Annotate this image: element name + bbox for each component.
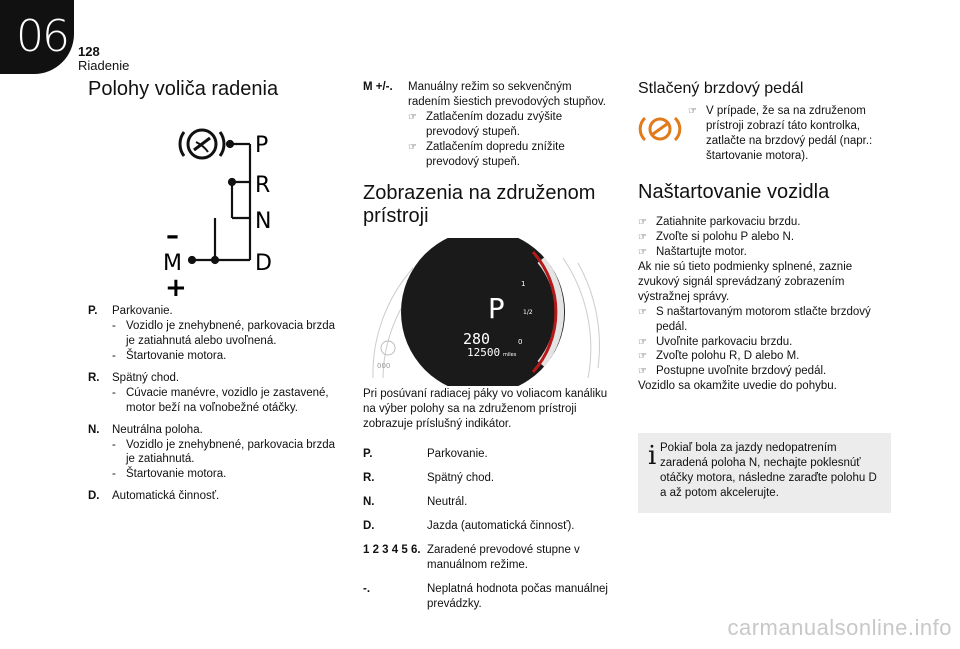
bullet-icon: ☞	[638, 231, 647, 243]
gear-indicator: P	[488, 292, 505, 325]
bullet-icon: ☞	[638, 217, 647, 228]
manual-mode-text: Manuálny režim so sekvenčným radením šiestich prevodových stupňov.	[408, 81, 606, 108]
indicator-row	[363, 582, 613, 612]
chapter-tab: 06	[0, 0, 74, 74]
start-step: Zvoľte polohu R, D alebo M.	[656, 350, 800, 363]
position-detail: Cúvacie manévre, vozidlo je zastavené, motor beží na voľnobežné otáčky.	[126, 386, 329, 414]
section-title-gear-positions: Polohy voliča radenia	[88, 78, 279, 100]
page-number: 128	[78, 44, 100, 59]
section-title-brake-pedal: Stlačený brzdový pedál	[638, 80, 804, 97]
indicator-intro: Pri posúvaní radiacej páky vo voliacom kanáliku na výber polohy sa na združenom prístroji zobrazuje príslušný indikátor.	[363, 388, 608, 430]
section-title-instrument-displays: Zobrazenia na združenom prístroji	[363, 182, 596, 227]
indicator-value: Parkovanie.	[427, 448, 488, 460]
indicator-key: D.	[363, 519, 375, 532]
start-step: Zatiahnite parkovaciu brzdu.	[656, 216, 801, 228]
position-item-d	[88, 489, 340, 504]
gear-letter-m: M	[163, 251, 182, 276]
position-label: Neutrálna poloha.	[112, 423, 203, 436]
indicator-key: -.	[363, 582, 371, 595]
indicator-row	[363, 495, 613, 510]
position-label: Spätný chod.	[112, 371, 180, 384]
position-key: P.	[88, 305, 98, 317]
bullet-icon: ☞	[638, 306, 647, 318]
odometer-readout: 12500	[467, 346, 501, 359]
minus-sign: –	[166, 221, 179, 251]
bullet-icon: ☞	[688, 106, 697, 117]
foot-on-brake-pedal-icon	[180, 130, 224, 158]
indicator-table	[363, 447, 613, 621]
start-paragraph: Ak nie sú tieto podmienky splnené, zaznie zvukový signál sprevádzaný zobrazením výstražnej správy.	[638, 260, 853, 303]
indicator-value: Neplatná hodnota počas manuálnej prevádzky.	[427, 582, 608, 610]
indicator-key: P.	[363, 448, 373, 460]
fuel-scale-half: 1/2	[523, 309, 533, 316]
info-box	[638, 433, 891, 513]
bullet-icon: ☞	[638, 336, 647, 348]
chapter-name: Riadenie	[78, 58, 130, 73]
position-item-p: P. Parkovanie. - Vozidlo je znehybnené, parkovacia brzda je zatiahnutá alebo uvoľnená. - Štartovanie motora.	[88, 304, 340, 364]
watermark: carmanualsonline.info	[727, 615, 952, 641]
start-step: Uvoľnite parkovaciu brzdu.	[656, 335, 793, 348]
start-step: Zvoľte si polohu P alebo N.	[656, 230, 795, 243]
position-item-r: R. Spätný chod. - Cúvacie manévre, vozidlo je zastavené, motor beží na voľnobežné otáčky.	[88, 371, 340, 416]
starting-instructions	[638, 215, 896, 394]
start-step: S naštartovaným motorom stlačte brzdový pedál.	[656, 305, 871, 333]
manual-mode-block	[363, 80, 613, 170]
gear-letter-d: D	[255, 251, 272, 276]
position-label: Automatická činnosť.	[112, 490, 220, 503]
position-key: N.	[88, 423, 100, 436]
instrument-cluster-illustration	[363, 238, 603, 386]
brake-pedal-warning-icon	[638, 112, 682, 146]
position-detail: Štartovanie motora.	[126, 468, 227, 481]
section-title-starting-vehicle: Naštartovanie vozidla	[638, 181, 830, 203]
manual-mode-bullet: Zatlačením dozadu zvýšite prevodový stupeň.	[426, 110, 563, 138]
position-detail: Štartovanie motora.	[126, 349, 227, 362]
gear-positions-list	[88, 304, 340, 511]
position-key: R.	[88, 371, 100, 384]
position-item-n: N. Neutrálna poloha. - Vozidlo je znehybnené, parkovacia brzda je zatiahnutá. - Štartovanie motora.	[88, 423, 340, 483]
indicator-value: Neutrál.	[427, 495, 468, 508]
gear-letter-r: R	[255, 173, 271, 198]
gear-selector-diagram	[160, 120, 290, 300]
bullet-icon: ☞	[408, 111, 417, 123]
indicator-value: Spätný chod.	[427, 471, 495, 484]
indicator-value: Jazda (automatická činnosť).	[427, 519, 575, 532]
brake-pedal-note	[688, 104, 873, 164]
brake-pedal-text: V prípade, že sa na združenom prístroji zobrazí táto kontrolka, zatlačte na brzdový pedál (napr.: štartovanie motora).	[706, 105, 873, 162]
info-text: Pokiaľ bola za jazdy nedopatrením zaradená poloha N, nechajte poklesnúť otáčky motora, následne zaraďte polohu D a až potom akcelerujte.	[660, 442, 877, 499]
trip-counter: 000	[377, 362, 391, 370]
indicator-row	[363, 519, 613, 534]
fuel-scale-full: 1	[521, 280, 526, 288]
info-icon: i	[648, 441, 657, 471]
start-step: Naštartujte motor.	[656, 245, 747, 258]
bullet-icon: ☞	[408, 141, 417, 153]
gear-letter-p: P	[255, 133, 269, 158]
indicator-key: R.	[363, 471, 375, 484]
fuel-scale-empty: 0	[518, 338, 523, 346]
distance-unit: miles	[503, 352, 517, 358]
position-label: Parkovanie.	[112, 305, 173, 317]
indicator-row	[363, 471, 613, 486]
position-detail: Vozidlo je znehybnené, parkovacia brzda je zatiahnutá.	[126, 438, 336, 466]
indicator-value: Zaradené prevodové stupne v manuálnom režime.	[427, 543, 580, 571]
start-step: Postupne uvoľnite brzdový pedál.	[656, 365, 827, 378]
manual-mode-key: M +/-.	[363, 81, 393, 93]
position-key: D.	[88, 490, 100, 503]
bullet-icon: ☞	[638, 366, 647, 378]
plus-sign: +	[165, 273, 187, 300]
indicator-row	[363, 447, 613, 462]
start-paragraph: Vozidlo sa okamžite uvedie do pohybu.	[638, 380, 837, 393]
manual-mode-bullet: Zatlačením dopredu znížite prevodový stupeň.	[426, 140, 565, 168]
bullet-icon: ☞	[638, 246, 647, 258]
indicator-row	[363, 543, 613, 573]
speed-readout: 280	[463, 330, 491, 348]
indicator-key: 1 2 3 4 5 6.	[363, 543, 421, 556]
position-detail: Vozidlo je znehybnené, parkovacia brzda je zatiahnutá alebo uvoľnená.	[126, 319, 336, 347]
gear-letter-n: N	[255, 209, 272, 234]
bullet-icon: ☞	[638, 351, 647, 363]
indicator-key: N.	[363, 495, 375, 508]
